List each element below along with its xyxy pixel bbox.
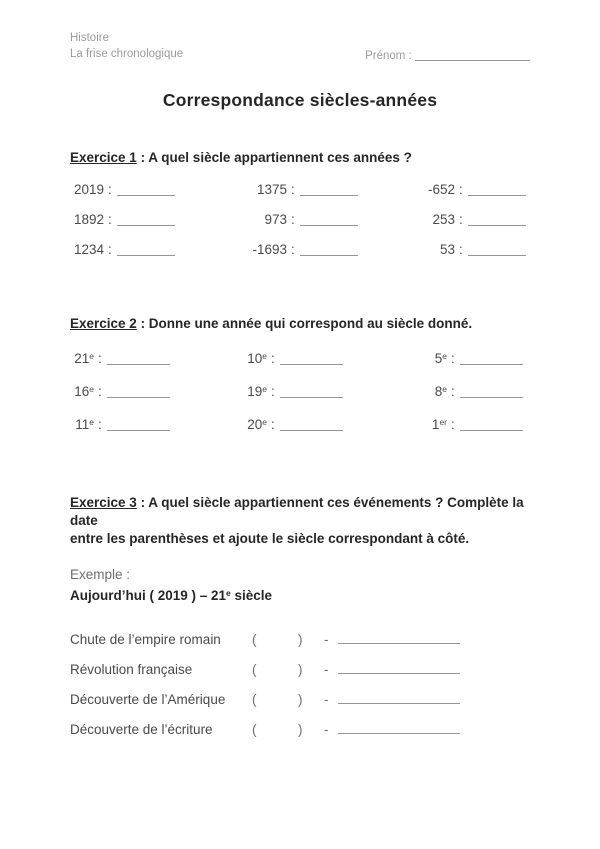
page-title: Correspondance siècles-années <box>162 90 438 110</box>
century-value <box>243 380 267 401</box>
exercise1-grid <box>70 181 530 259</box>
century-suffix: e <box>89 384 94 394</box>
example-superscript: e <box>226 588 231 598</box>
year-item <box>70 181 243 199</box>
exercise2-label: Exercice 2 <box>70 316 137 331</box>
colon: : <box>271 351 275 366</box>
century-suffix: e <box>89 351 94 361</box>
year-item <box>70 241 243 259</box>
year-value: -652 <box>427 182 455 197</box>
century-item <box>423 413 530 434</box>
year-value: 973 <box>264 212 287 227</box>
answer-blank <box>300 183 358 196</box>
century-number: 1 <box>431 417 440 432</box>
example-text: Aujourd’hui ( 2019 ) – 21 <box>70 588 227 603</box>
dash: - <box>324 722 329 737</box>
exercise3-instruction-line1: : A quel siècle appartiennent ces événements ? Complète la date <box>70 495 524 528</box>
answer-blank <box>460 385 523 398</box>
close-paren: ) <box>298 722 303 737</box>
colon: : <box>291 212 295 227</box>
event-label: Découverte de l’écriture <box>70 722 213 737</box>
century-number: 21 <box>74 351 90 366</box>
event-label: Révolution française <box>70 662 193 677</box>
century-number: 16 <box>74 384 90 399</box>
open-paren: ( <box>252 662 257 677</box>
century-value <box>423 413 447 434</box>
answer-blank <box>460 352 523 365</box>
exercise3-label: Exercice 3 <box>70 495 137 510</box>
century-item <box>243 347 423 368</box>
century-number: 19 <box>247 384 263 399</box>
century-value <box>423 380 447 401</box>
dash: - <box>324 662 329 677</box>
exercise2-grid <box>70 347 530 434</box>
event-row <box>70 631 530 648</box>
century-number: 5 <box>434 351 443 366</box>
century-suffix: e <box>442 351 447 361</box>
colon: : <box>271 417 275 432</box>
year-value: 1892 <box>73 212 104 227</box>
answer-blank <box>117 243 175 256</box>
answer-blank <box>338 631 460 644</box>
answer-blank <box>280 385 343 398</box>
answer-blank <box>460 418 523 431</box>
answer-blank <box>338 661 460 674</box>
year-value: 1234 <box>73 242 104 257</box>
century-item <box>423 347 530 368</box>
colon: : <box>271 384 275 399</box>
colon: : <box>108 242 112 257</box>
century-item <box>70 413 243 434</box>
event-row <box>70 721 530 738</box>
course-name: Histoire <box>70 32 109 44</box>
year-value: 53 <box>439 242 455 257</box>
event-label: Chute de l’empire romain <box>70 632 221 647</box>
year-item <box>243 211 423 229</box>
year-item <box>423 241 530 259</box>
colon: : <box>291 242 295 257</box>
open-paren: ( <box>252 722 257 737</box>
colon: : <box>459 212 463 227</box>
course-topic: La frise chronologique <box>70 48 184 60</box>
colon: : <box>451 351 455 366</box>
exercise3-heading-line1 <box>70 494 530 530</box>
colon: : <box>98 351 102 366</box>
year-value: 1375 <box>256 182 287 197</box>
colon: : <box>459 182 463 197</box>
century-value <box>243 347 267 368</box>
answer-blank <box>300 243 358 256</box>
answer-blank <box>107 352 170 365</box>
century-value <box>423 347 447 368</box>
year-item <box>423 181 530 199</box>
century-number: 8 <box>434 384 443 399</box>
answer-blank <box>107 385 170 398</box>
century-value <box>243 413 267 434</box>
year-item <box>243 241 423 259</box>
example-label: Exemple : <box>70 567 131 582</box>
answer-blank <box>300 213 358 226</box>
example-line <box>70 584 530 605</box>
century-suffix: e <box>262 351 267 361</box>
colon: : <box>98 384 102 399</box>
exercise2-instruction: : Donne une année qui correspond au siècle donné. <box>136 316 473 331</box>
answer-blank <box>338 721 460 734</box>
century-item <box>70 347 243 368</box>
year-value: 253 <box>432 212 455 227</box>
answer-blank <box>338 691 460 704</box>
event-label: Découverte de l’Amérique <box>70 692 226 707</box>
page-header <box>70 30 530 62</box>
dash: - <box>324 692 329 707</box>
year-item <box>70 211 243 229</box>
answer-blank <box>280 418 343 431</box>
colon: : <box>108 212 112 227</box>
century-suffix: e <box>89 417 94 427</box>
colon: : <box>291 182 295 197</box>
name-field <box>365 48 530 62</box>
century-suffix: er <box>439 417 447 427</box>
answer-blank <box>468 183 526 196</box>
year-value: -1693 <box>252 242 287 257</box>
close-paren: ) <box>298 662 303 677</box>
event-row <box>70 691 530 708</box>
example-block <box>70 566 530 605</box>
exercise1-label: Exercice 1 <box>70 150 137 165</box>
century-suffix: e <box>262 384 267 394</box>
century-value <box>70 380 94 401</box>
example-suffix: siècle <box>230 588 273 603</box>
year-value: 2019 <box>73 182 104 197</box>
colon: : <box>451 417 455 432</box>
century-suffix: e <box>262 417 267 427</box>
colon: : <box>98 417 102 432</box>
century-number: 20 <box>247 417 263 432</box>
century-item <box>70 380 243 401</box>
century-item <box>243 413 423 434</box>
year-item <box>243 181 423 199</box>
century-item <box>423 380 530 401</box>
century-suffix: e <box>442 384 447 394</box>
course-info <box>70 30 183 62</box>
colon: : <box>459 242 463 257</box>
open-paren: ( <box>252 632 257 647</box>
answer-blank <box>468 213 526 226</box>
exercise1-instruction: : A quel siècle appartiennent ces années ? <box>136 150 412 165</box>
century-value <box>70 413 94 434</box>
century-item <box>243 380 423 401</box>
answer-blank <box>280 352 343 365</box>
close-paren: ) <box>298 632 303 647</box>
open-paren: ( <box>252 692 257 707</box>
answer-blank <box>468 243 526 256</box>
close-paren: ) <box>298 692 303 707</box>
answer-blank <box>117 183 175 196</box>
events-list <box>70 631 530 738</box>
exercise3-instruction-line2: entre les parenthèses et ajoute le siècle correspondant à côté. <box>70 531 470 546</box>
century-number: 10 <box>247 351 263 366</box>
name-blank <box>415 48 530 61</box>
event-row <box>70 661 530 678</box>
exercise3-heading <box>70 494 530 548</box>
answer-blank <box>107 418 170 431</box>
century-value <box>70 347 94 368</box>
answer-blank <box>117 213 175 226</box>
name-label: Prénom : <box>365 50 412 62</box>
exercise2-heading <box>70 315 530 333</box>
year-item <box>423 211 530 229</box>
exercise1-heading <box>70 149 530 167</box>
colon: : <box>108 182 112 197</box>
colon: : <box>451 384 455 399</box>
century-number: 11 <box>75 417 90 432</box>
dash: - <box>324 632 329 647</box>
